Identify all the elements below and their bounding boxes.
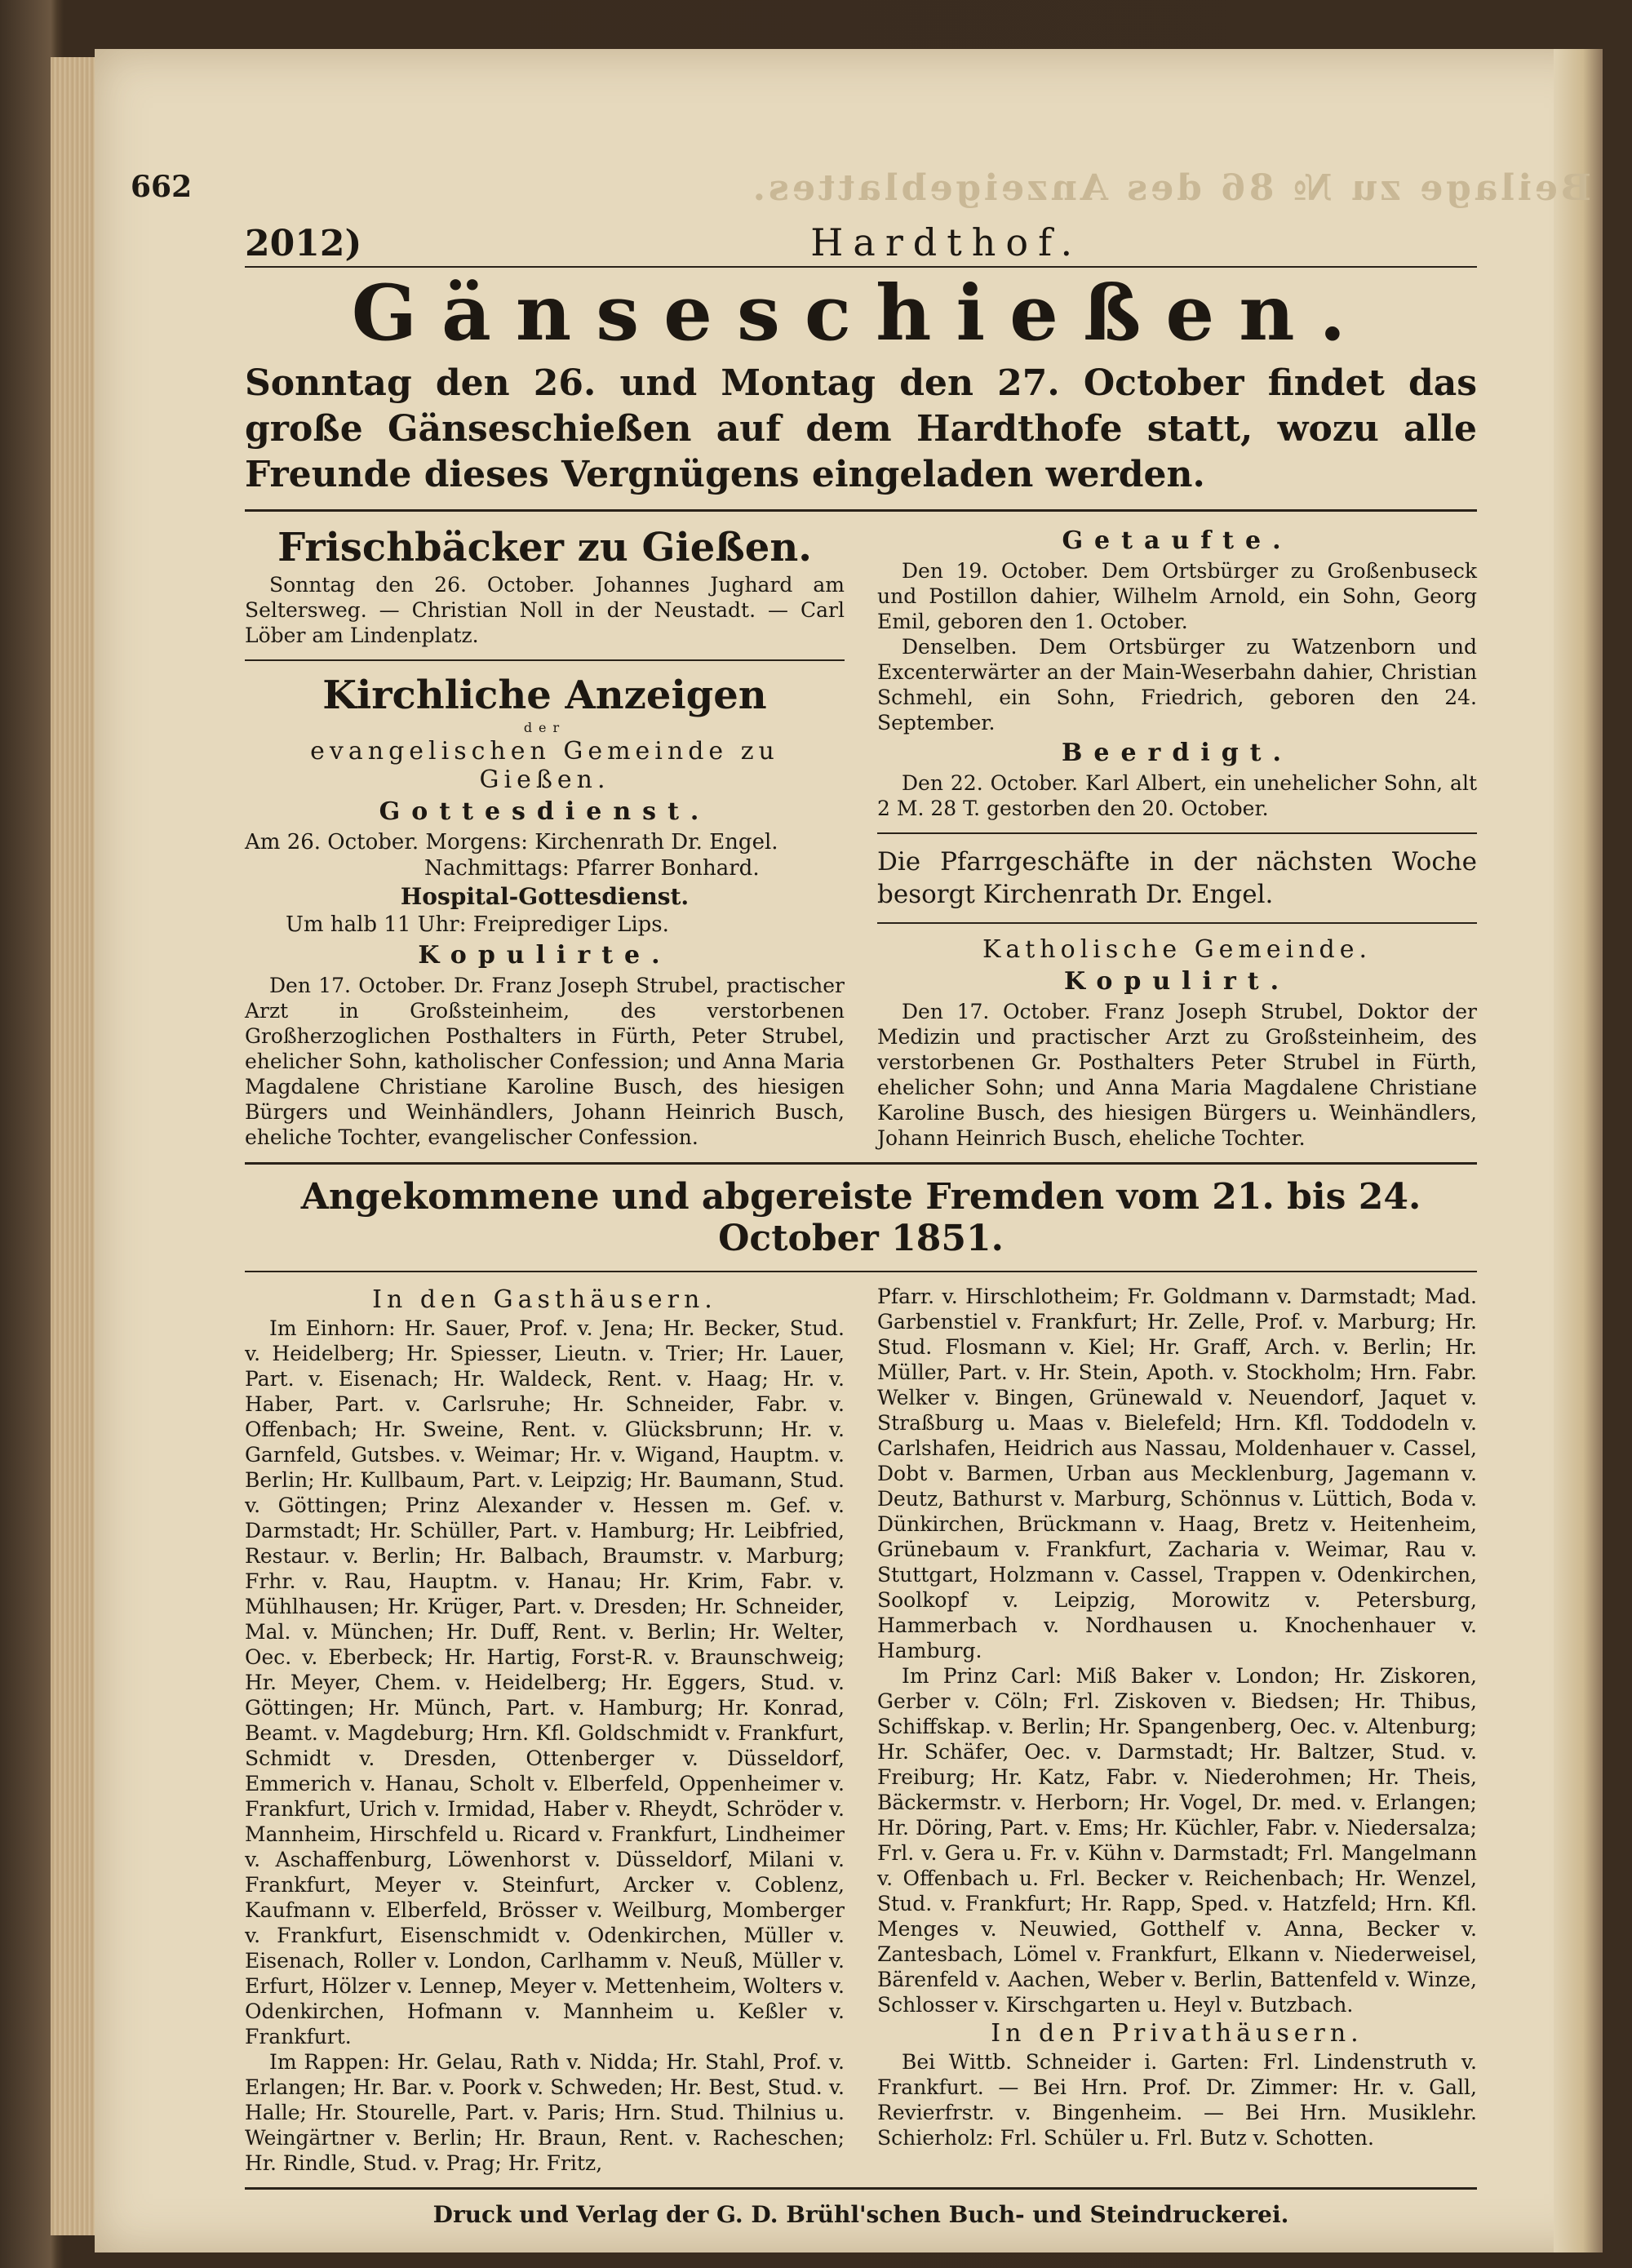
privathaeuser-title: In den Privathäusern. <box>991 2019 1364 2048</box>
upper-columns <box>245 523 1477 1151</box>
hospital-text: Um halb 11 Uhr: Freiprediger Lips. <box>286 912 669 937</box>
gottesdienst-line1: Am 26. October. Morgens: Kirchenrath Dr. Engel. <box>245 830 778 854</box>
divider <box>245 266 1477 268</box>
page-content <box>245 220 1477 2228</box>
katholische-title: Katholische Gemeinde. <box>982 935 1373 964</box>
left-column <box>245 523 845 1151</box>
ad-number: 2012) <box>245 223 362 264</box>
ad-place: Hardthof. <box>810 220 1083 264</box>
kopulirte-title: Kopulirte. <box>418 941 672 970</box>
beerdigt-text: Den 22. October. Karl Albert, ein unehelicher Sohn, alt 2 M. 28 T. gestorben den 20. October. <box>877 771 1477 820</box>
book-page-edges <box>51 57 98 2235</box>
prinz-carl-guests: Im Prinz Carl: Miß Baker v. London; Hr. Ziskoren, Gerber v. Cöln; Frl. Ziskoven v. Biedsen; Hr. Thibus, Schiffskap. v. Berlin; Hr. Spangenberg, Oec. v. Altenburg; Hr. Schäfer, Oec. v. Darmstadt; Hr. Baltzer, Stud. v. Freiburg; Hr. Katz, Fabr. v. Niederohmen; Hr. Theis, Bäckermstr. v. Herborn; Hr. Vogel, Dr. med. v. Erlangen; Hr. Döring, Part. v. Ems; Hr. Küchler, Fabr. v. Niedersalza; Frl. v. Gera u. Fr. v. Kühn v. Darmstadt; Frl. Mangelmann v. Offenbach u. Frl. Becker v. Reichenbach; Hr. Wenzel, Stud. v. Frankfurt; Hr. Rapp, Sped. v. Hatzfeld; Hrn. Kfl. Menges v. Neuwied, Gotthelf v. Anna, Becker v. Zantesbach, Lömel v. Frankfurt, Elkann v. Niederweisel, Bärenfeld v. Aachen, Weber v. Berlin, Battenfeld v. Winze, Schlosser v. Kirschgarten u. Heyl v. Butzbach. <box>877 1664 1477 2017</box>
right-column <box>877 523 1477 1151</box>
divider <box>245 1271 1477 1272</box>
frischbaecker-text: Sonntag den 26. October. Johannes Jughard am Seltersweg. — Christian Noll in der Neustadt. — Carl Löber am Lindenplatz. <box>245 573 845 647</box>
divider <box>245 2187 1477 2190</box>
fremden-columns <box>245 1284 1477 2176</box>
pfarr-notice: Die Pfarrgeschäfte in der nächsten Woche besorgt Kirchenrath Dr. Engel. <box>877 847 1477 909</box>
kopulirt-text: Den 17. October. Franz Joseph Strubel, Doktor der Medizin und practischer Arzt zu Großsteinheim, des verstorbenen Gr. Posthalters Peter Strubel in Fürth, ehelicher Sohn; und Anna Maria Magdalene Christiane Karoline Busch, des hiesigen Bürgers u. Weinhändlers, Johann Heinrich Busch, eheliche Tochter. <box>877 1000 1477 1150</box>
printer-imprint: Druck und Verlag der G. D. Brühl'schen Buch- und Steindruckerei. <box>432 2201 1289 2228</box>
kirchliche-title: Kirchliche Anzeigen <box>322 672 767 718</box>
einhorn-guests: Im Einhorn: Hr. Sauer, Prof. v. Jena; Hr. Becker, Stud. v. Heidelberg; Hr. Spiesser, Lieutn. v. Trier; Hr. Lauer, Part. v. Eisenach; Hr. Waldeck, Rent. v. Haag; Hr. v. Haber, Part. v. Carlsruhe; Hr. Schneider, Fabr. v. Offenbach; Hr. Sweine, Rent. v. Glücksbrunn; Hr. v. Garnfeld, Gutsbes. v. Weimar; Hr. v. Wigand, Hauptm. v. Berlin; Hr. Kullbaum, Part. v. Leipzig; Hr. Baumann, Stud. v. Göttingen; Prinz Alexander v. Hessen m. Gef. v. Darmstadt; Hr. Schüller, Part. v. Hamburg; Hr. Leibfried, Restaur. v. Berlin; Hr. Balbach, Braumstr. v. Marburg; Frhr. v. Rau, Hauptm. v. Hanau; Hr. Krim, Fabr. v. Mühlhausen; Hr. Krüger, Part. v. Dresden; Hr. Schneider, Mal. v. München; Hr. Duff, Rent. v. Berlin; Hr. Welter, Oec. v. Eberbeck; Hr. Hartig, Forst-R. v. Braunschweig; Hr. Meyer, Chem. v. Heidelberg; Hr. Eggers, Stud. v. Göttingen; Hr. Münch, Part. v. Hamburg; Hr. Konrad, Beamt. v. Magdeburg; Hrn. Kfl. Goldschmidt v. Frankfurt, Schmidt v. Dresden, Ottenberger v. Düsseldorf, Emmerich v. Hanau, Scholt v. Elberfeld, Oppenheimer v. Frankfurt, Urich v. Irmidad, Haber v. Rheydt, Schröder v. Mannheim, Hirschfeld u. Ricard v. Frankfurt, Lindheimer v. Aschaffenburg, Löwenhorst v. Düsseldorf, Milani v. Frankfurt, Meyer v. Steinfurt, Arcker v. Coblenz, Kaufmann v. Elberfeld, Brösser v. Weilburg, Momberger v. Frankfurt, Eisenschmidt v. Odenkirchen, Müller v. Eisenach, Roller v. London, Carlhamm v. Neuß, Müller v. Erfurt, Hölzer v. Lennep, Meyer v. Mettenheim, Wolters v. Odenkirchen, Hofmann v. Mannheim u. Keßler v. Frankfurt. <box>245 1316 845 2048</box>
fremden-left-column <box>245 1284 845 2176</box>
ad-header <box>245 220 1477 264</box>
gasthaeuser-title: In den Gasthäusern. <box>372 1285 717 1314</box>
page-right-edge <box>1554 49 1603 2252</box>
getaufte-title: Getaufte. <box>1062 526 1293 555</box>
hospital-title: Hospital-Gottesdienst. <box>400 883 690 910</box>
divider <box>245 509 1477 512</box>
getaufte-entry-1: Den 19. October. Dem Ortsbürger zu Großenbuseck und Postillon dahier, Wilhelm Arnold, ein Sohn, Georg Emil, geboren den 1. October. <box>877 559 1477 633</box>
privat-guests: Bei Wittb. Schneider i. Garten: Frl. Lindenstruth v. Frankfurt. — Bei Hrn. Prof. Dr. Zimmer: Hr. v. Gall, Revierfrstr. v. Bingenheim. — Bei Hrn. Musiklehr. Schierholz: Frl. Schüler u. Frl. Butz v. Schotten. <box>877 2050 1477 2150</box>
bleed-through-header: Beilage zu № 86 des Anzeigeblattes. <box>749 167 1591 209</box>
kopulirt-title: Kopulirt. <box>1063 967 1291 996</box>
rappen-guests: Im Rappen: Hr. Gelau, Rath v. Nidda; Hr. Stahl, Prof. v. Erlangen; Hr. Bar. v. Poork v. Schweden; Hr. Best, Stud. v. Halle; Hr. Stourelle, Part. v. Paris; Hrn. Stud. Thilnius u. Weingärtner v. Berlin; Hr. Braun, Rent. v. Racheschen; Hr. Rindle, Stud. v. Prag; Hr. Fritz, <box>245 2050 845 2175</box>
divider <box>245 659 845 661</box>
gottesdienst-title: Gottesdienst. <box>379 797 711 826</box>
kirchliche-der: der <box>523 720 566 735</box>
rappen-guests-continued: Pfarr. v. Hirschlotheim; Fr. Goldmann v. Darmstadt; Mad. Garbenstiel v. Frankfurt; Hr. Zelle, Prof. v. Marburg; Hr. Stud. Flosmann v. Kiel; Hr. Graff, Arch. v. Berlin; Hr. Müller, Part. v. Hr. Stein, Apoth. v. Stockholm; Hrn. Fabr. Welker v. Bingen, Grünewald v. Neuendorf, Jaquet v. Straßburg u. Maas v. Bielefeld; Hrn. Kfl. Toddodeln v. Carlshafen, Heidrich aus Nassau, Moldenhauer v. Cassel, Dobt v. Barmen, Urban aus Mecklenburg, Jagemann v. Deutz, Bathurst v. Marburg, Schönnus v. Lüttich, Boda v. Dünkirchen, Brückmann v. Haag, Bretz v. Heitenheim, Grünebaum v. Frankfurt, Zacharia v. Weimar, Rau v. Stuttgart, Holzmann v. Cassel, Trappen v. Odenkirchen, Soolkopf v. Leipzig, Morowitz v. Petersburg, Hammerbach v. Nordhausen u. Knochenhauer v. Hamburg. <box>877 1285 1477 1662</box>
beerdigt-title: Beerdigt. <box>1062 739 1293 767</box>
gottesdienst-line2: Nachmittags: Pfarrer Bonhard. <box>424 856 760 881</box>
ad-text: Sonntag den 26. und Montag den 27. October findet das große Gänseschießen auf dem Hardthofe statt, wozu alle Freunde dieses Vergnügens eingeladen werden. <box>245 362 1477 495</box>
page-number: 662 <box>131 170 193 204</box>
ad-title: Gänseschießen. <box>351 269 1371 358</box>
divider <box>877 832 1477 834</box>
fremden-right-column <box>877 1284 1477 2176</box>
divider <box>245 1162 1477 1165</box>
fremden-title: Angekommene und abgereiste Fremden vom 21. bis 24. October 1851. <box>300 1176 1421 1259</box>
kopulirte-text: Den 17. October. Dr. Franz Joseph Strubel, practischer Arzt in Großsteinheim, des verstorbenen Großherzoglichen Posthalters in Fürth, Peter Strubel, ehelicher Sohn, katholischer Confession; und Anna Maria Magdalene Christiane Karoline Busch, des hiesigen Bürgers und Weinhändlers, Johann Heinrich Busch, eheliche Tochter, evangelischer Confession. <box>245 974 845 1149</box>
divider <box>877 922 1477 924</box>
getaufte-entry-2: Denselben. Dem Ortsbürger zu Watzenborn und Excenterwärter an der Main-Weserbahn dahier, Christian Schmehl, ein Sohn, Friedrich, geboren den 24. September. <box>877 635 1477 735</box>
frischbaecker-title: Frischbäcker zu Gießen. <box>277 525 812 570</box>
kirchliche-subtitle: evangelischen Gemeinde zu Gießen. <box>310 737 779 794</box>
